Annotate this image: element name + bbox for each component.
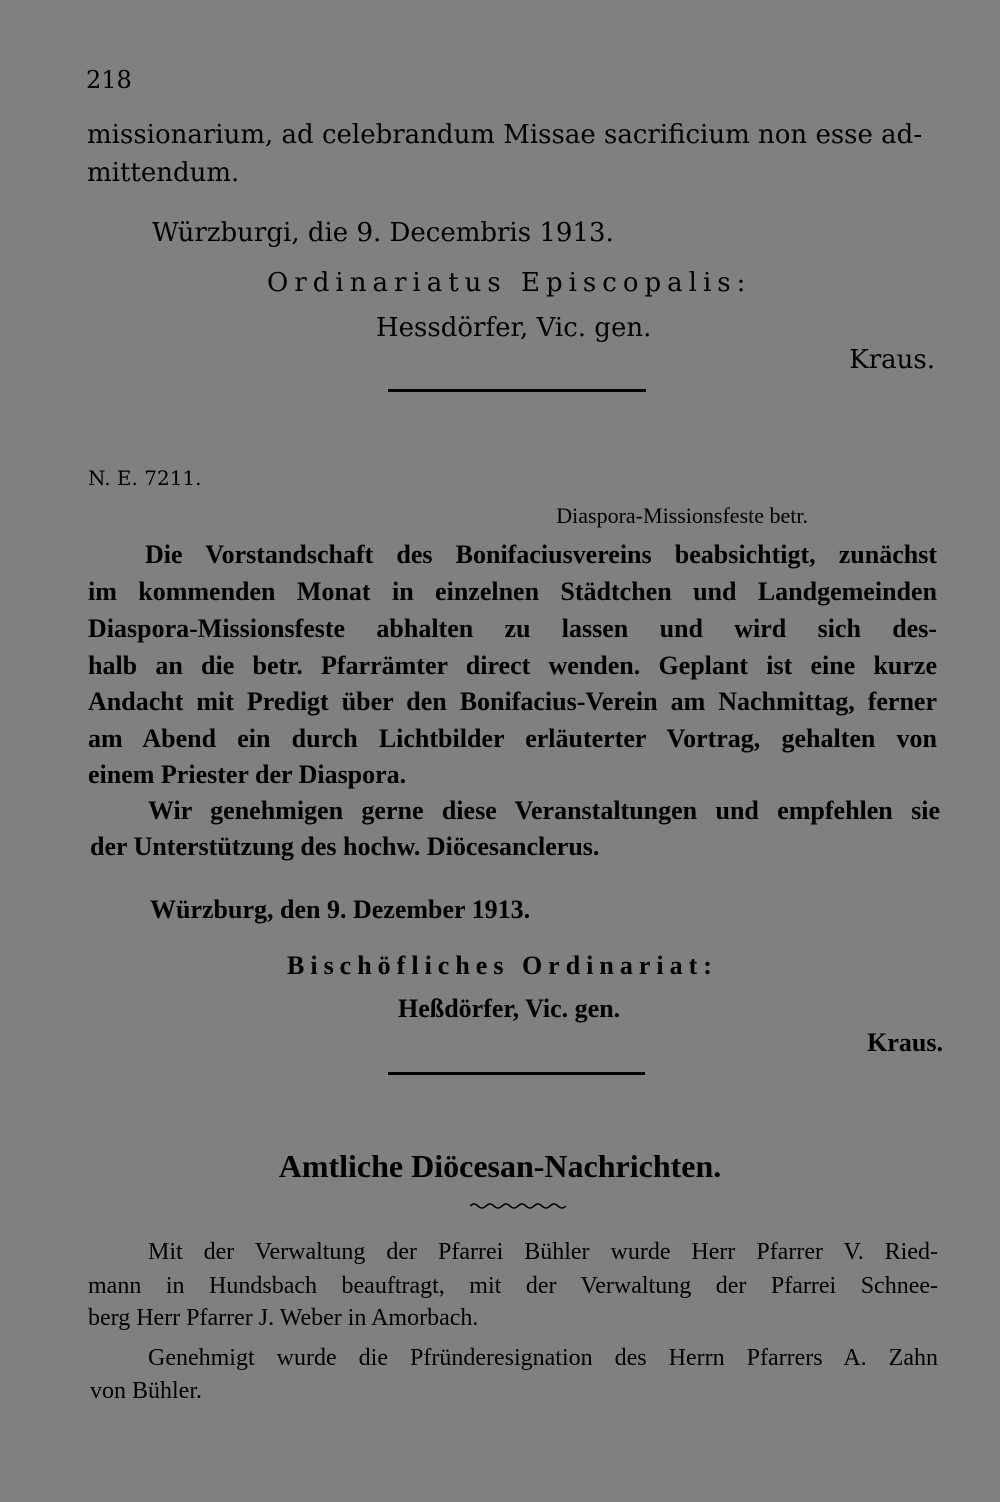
reference-number: N. E. 7211. [88,466,202,490]
german-body-line-8: Wir genehmigen gerne diese Veranstaltungen und empfehlen sie [148,796,940,825]
german-body-line-1: Die Vorstandschaft des Bonifaciusvereins beabsichtigt, zunächst [145,540,937,569]
german-body-line-7: einem Priester der Diaspora. [88,760,407,789]
news-paragraph-2-line-1: Genehmigt wurde die Pfründeresignation des Herrn Pfarrers A. Zahn [148,1345,938,1371]
latin-authority: Ordinariatus Episcopalis: [267,268,752,298]
german-body-line-6: am Abend ein durch Lichtbilder erläuterter Vortrag, gehalten von [88,724,937,753]
german-body-line-4: halb an die betr. Pfarrämter direct wenden. Geplant ist eine kurze [88,651,937,680]
latin-signatory-kraus: Kraus. [849,345,935,375]
decree-subject: Diaspora-Missionsfeste betr. [556,503,808,528]
news-paragraph-1-line-1: Mit der Verwaltung der Pfarrei Bühler wurde Herr Pfarrer V. Ried- [148,1239,938,1265]
german-body-line-5: Andacht mit Predigt über den Bonifacius-Verein am Nachmittag, ferner [88,687,937,716]
section-divider-2 [388,1072,645,1075]
news-paragraph-1-line-3: berg Herr Pfarrer J. Weber in Amorbach. [88,1305,479,1331]
news-paragraph-1-line-2: mann in Hundsbach beauftragt, mit der Verwaltung der Pfarrei Schnee- [88,1273,938,1299]
latin-signatory-vicar: Hessdörfer, Vic. gen. [376,313,652,343]
german-signatory-kraus: Kraus. [867,1028,943,1057]
german-place-date: Würzburg, den 9. Dezember 1913. [150,895,531,924]
german-body-line-3: Diaspora-Missionsfeste abhalten zu lassen und wird sich des- [88,614,937,643]
german-authority: Bischöfliches Ordinariat: [287,951,718,980]
latin-body-line-1: missionarium, ad celebrandum Missae sacrificium non esse ad- [87,120,923,150]
news-heading: Amtliche Diöcesan-Nachrichten. [278,1148,722,1184]
section-divider [388,389,646,392]
german-body-line-9: der Unterstützung des hochw. Diöcesanclerus. [90,832,600,861]
german-body-line-2: im kommenden Monat in einzelnen Städtchen und Landgemeinden [88,577,937,606]
page-number: 218 [86,66,132,94]
german-signatory-vicar: Heßdörfer, Vic. gen. [398,994,621,1023]
decorative-wave-ornament [470,1202,566,1210]
latin-body-line-2: mittendum. [87,158,240,188]
news-paragraph-2-line-2: von Bühler. [90,1378,202,1404]
latin-place-date: Würzburgi, die 9. Decembris 1913. [152,218,614,248]
